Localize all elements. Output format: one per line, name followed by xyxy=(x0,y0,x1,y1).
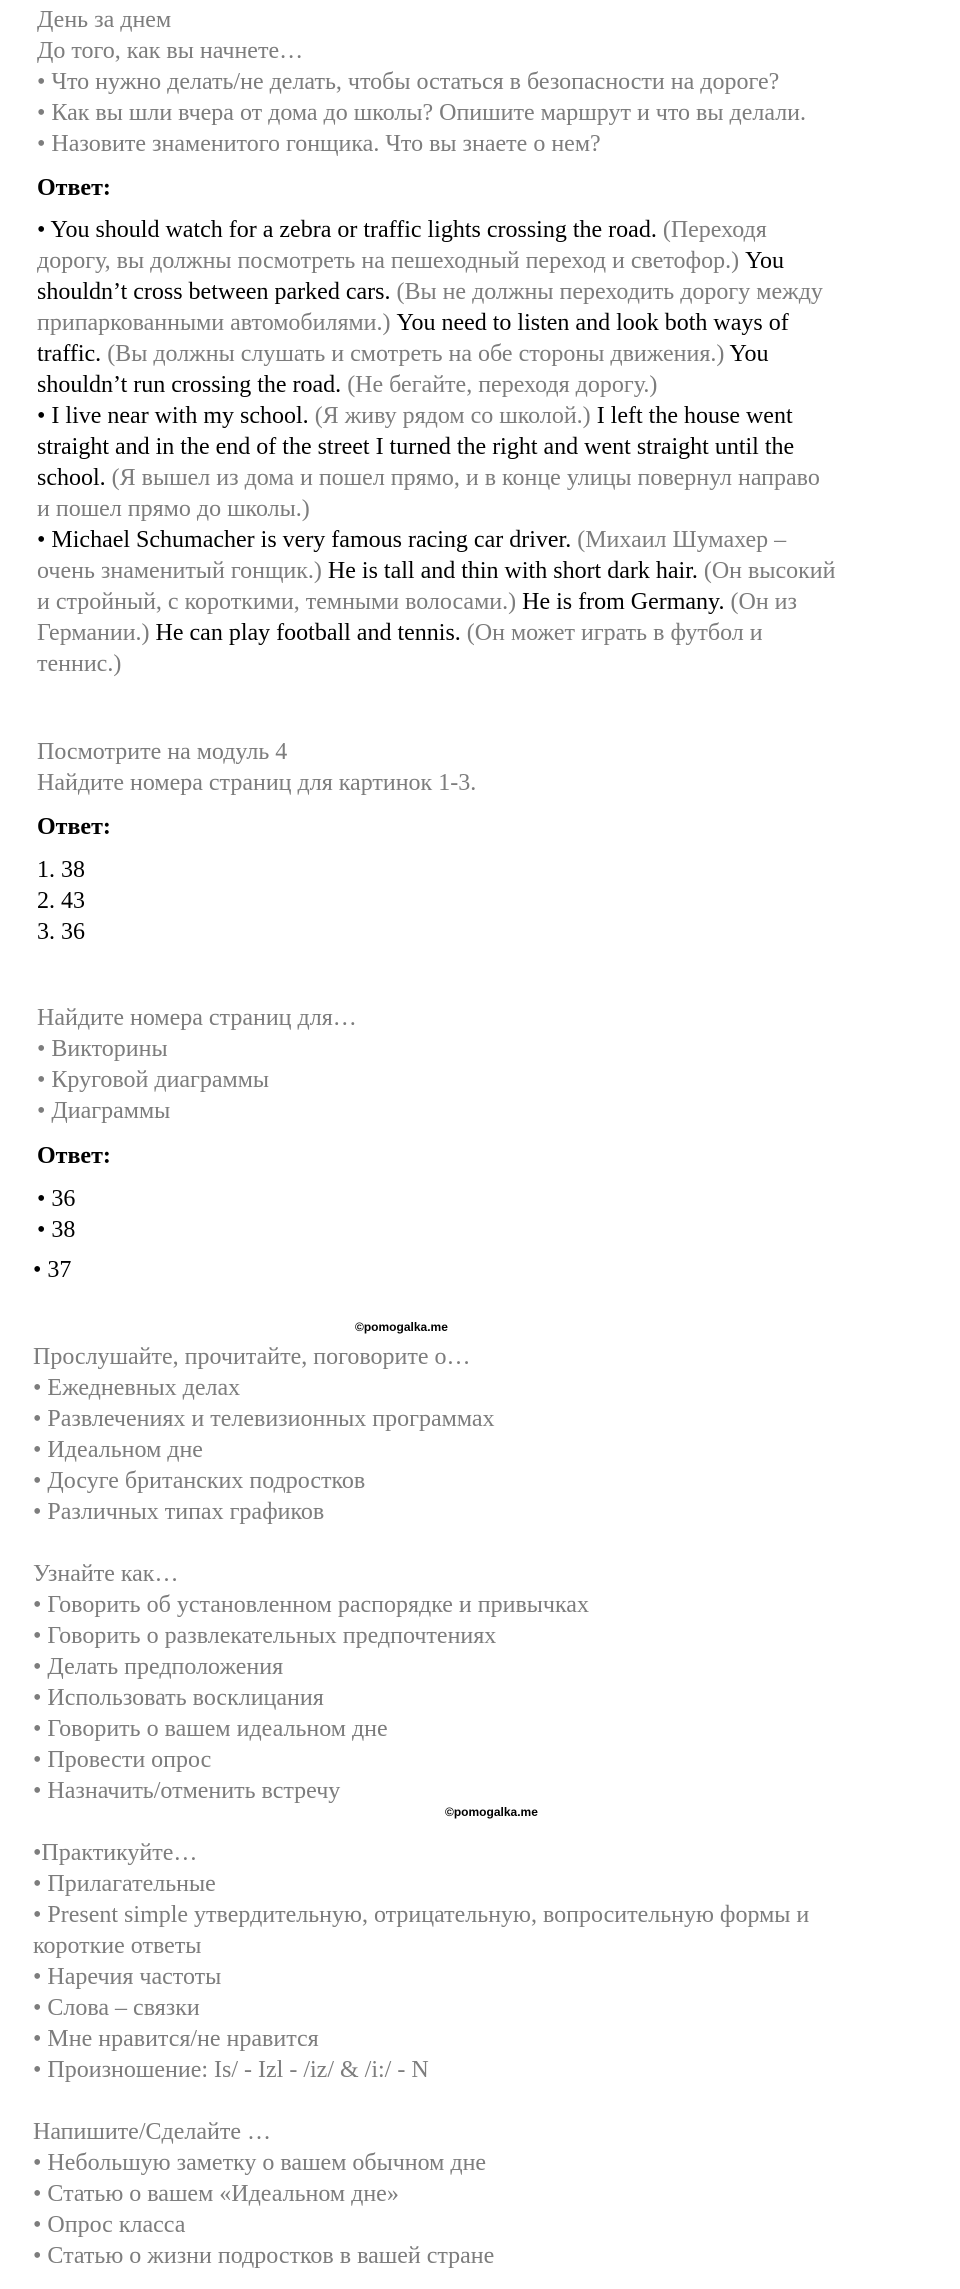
answer-translation: (Не бегайте, переходя дорогу.) xyxy=(341,372,658,398)
answer-translation: (Вы не должны переходить дорогу между xyxy=(390,279,823,305)
answer-line xyxy=(37,463,820,494)
answer-english: He is tall and thin with short dark hair. xyxy=(321,558,698,584)
answer-line xyxy=(37,556,835,587)
answer-english: You need to listen and look both ways of xyxy=(390,310,789,336)
list-item: • Диаграммы xyxy=(37,1098,171,1124)
watermark: ©pomogalka.me xyxy=(445,1805,538,1819)
section-title: Напишите/Сделайте … xyxy=(33,2119,271,2145)
question-item: • Как вы шли вчера от дома до школы? Опишите маршрут и что вы делали. xyxy=(37,100,807,126)
answer-translation: (Переходя xyxy=(656,217,767,243)
list-item: • Опрос класса xyxy=(33,2212,186,2238)
answer-english: • I live near with my school. xyxy=(37,403,309,429)
list-item: • Мне нравится/не нравится xyxy=(33,2026,319,2052)
answer-line xyxy=(37,339,768,370)
list-item: • Идеальном дне xyxy=(33,1437,203,1463)
answer-line xyxy=(37,618,763,649)
list-item: • Слова – связки xyxy=(33,1995,200,2021)
list-item: • Развлечениях и телевизионных программах xyxy=(33,1406,495,1432)
answer-english: shouldn’t cross between parked cars. xyxy=(37,279,391,305)
answer-english: You xyxy=(739,248,785,274)
section-intro: До того, как вы начнете… xyxy=(37,38,304,64)
answer-label: Ответ: xyxy=(37,175,111,201)
answer-item: 2. 43 xyxy=(37,888,85,914)
section-title: •Практикуйте… xyxy=(33,1840,198,1866)
answer-translation: теннис.) xyxy=(37,651,122,677)
list-item: • Ежедневных делах xyxy=(33,1375,241,1401)
answer-line xyxy=(37,649,121,680)
answer-line xyxy=(37,308,789,339)
answer-line xyxy=(37,525,786,556)
answer-english: straight and in the end of the street I turned the right and went straight until the xyxy=(37,434,795,460)
answer-translation: Германии.) xyxy=(37,620,150,646)
answer-line xyxy=(37,277,823,308)
list-item: • Досуге британских подростков xyxy=(33,1468,366,1494)
list-item: • Прилагательные xyxy=(33,1871,216,1897)
list-item: • Present simple утвердительную, отрицательную, вопросительную формы и xyxy=(33,1902,810,1928)
section-title: Узнайте как… xyxy=(33,1561,179,1587)
answer-item: 1. 38 xyxy=(37,857,85,883)
list-item: • Делать предположения xyxy=(33,1654,284,1680)
answer-english: traffic. xyxy=(37,341,102,367)
list-item: • Статью о вашем «Идеальном дне» xyxy=(33,2181,399,2207)
section-task: Найдите номера страниц для… xyxy=(37,1005,357,1031)
answer-line xyxy=(37,246,784,277)
answer-translation: и стройный, с короткими, темными волосами.) xyxy=(37,589,517,615)
answer-translation: (Я живу рядом со школой.) xyxy=(308,403,591,429)
list-item: • Говорить об установленном распорядке и привычках xyxy=(33,1592,589,1618)
answer-translation: (Он из xyxy=(724,589,797,615)
list-item: • Говорить о развлекательных предпочтениях xyxy=(33,1623,497,1649)
answer-translation: припаркованными автомобилями.) xyxy=(37,310,391,336)
answer-translation: дорогу, вы должны посмотреть на пешеходный переход и светофор.) xyxy=(37,248,740,274)
answer-item: • 36 xyxy=(37,1186,76,1212)
list-item: • Использовать восклицания xyxy=(33,1685,324,1711)
answer-line xyxy=(37,370,657,401)
answer-english: shouldn’t run crossing the road. xyxy=(37,372,342,398)
answer-english: school. xyxy=(37,465,106,491)
answer-translation: (Он высокий xyxy=(697,558,836,584)
answer-english: You xyxy=(724,341,769,367)
question-item: • Что нужно делать/не делать, чтобы остаться в безопасности на дороге? xyxy=(37,69,780,95)
answer-label: Ответ: xyxy=(37,1143,111,1169)
answer-english: I left the house went xyxy=(590,403,793,429)
answer-line xyxy=(37,587,797,618)
section-title: Прослушайте, прочитайте, поговорите о… xyxy=(33,1344,471,1370)
answer-item: • 37 xyxy=(33,1257,72,1283)
answer-english: He is from Germany. xyxy=(516,589,725,615)
list-item: • Различных типах графиков xyxy=(33,1499,325,1525)
answer-translation: (Я вышел из дома и пошел прямо, и в конце улицы повернул направо xyxy=(105,465,820,491)
list-item: • Небольшую заметку о вашем обычном дне xyxy=(33,2150,487,2176)
list-item: • Назначить/отменить встречу xyxy=(33,1778,341,1804)
list-item: • Наречия частоты xyxy=(33,1964,222,1990)
answer-translation: (Михаил Шумахер – xyxy=(571,527,787,553)
answer-translation: (Он может играть в футбол и xyxy=(460,620,763,646)
answer-english: • Michael Schumacher is very famous racing car driver. xyxy=(37,527,572,553)
list-item: • Говорить о вашем идеальном дне xyxy=(33,1716,388,1742)
answer-item: 3. 36 xyxy=(37,919,85,945)
answer-translation: очень знаменитый гонщик.) xyxy=(37,558,322,584)
answer-line xyxy=(37,494,310,525)
list-item: • Провести опрос xyxy=(33,1747,212,1773)
watermark: ©pomogalka.me xyxy=(355,1320,448,1334)
list-item: • Круговой диаграммы xyxy=(37,1067,270,1093)
section-title: День за днем xyxy=(37,7,172,33)
answer-line xyxy=(37,432,794,463)
list-item: • Викторины xyxy=(37,1036,168,1062)
list-item: короткие ответы xyxy=(33,1933,202,1959)
section-title: Посмотрите на модуль 4 xyxy=(37,739,288,765)
answer-item: • 38 xyxy=(37,1217,76,1243)
answer-line xyxy=(37,401,793,432)
answer-translation: и пошел прямо до школы.) xyxy=(37,496,310,522)
question-item: • Назовите знаменитого гонщика. Что вы знаете о нем? xyxy=(37,131,601,157)
list-item: • Произношение: Is/ - Izl - /iz/ & /i:/ - N xyxy=(33,2057,429,2083)
section-task: Найдите номера страниц для картинок 1-3. xyxy=(37,770,477,796)
answer-english: • You should watch for a zebra or traffic lights crossing the road. xyxy=(37,217,657,243)
answer-translation: (Вы должны слушать и смотреть на обе стороны движения.) xyxy=(101,341,725,367)
answer-english: He can play football and tennis. xyxy=(149,620,461,646)
answer-line xyxy=(37,215,767,246)
answer-label: Ответ: xyxy=(37,814,111,840)
list-item: • Статью о жизни подростков в вашей стране xyxy=(33,2243,495,2269)
